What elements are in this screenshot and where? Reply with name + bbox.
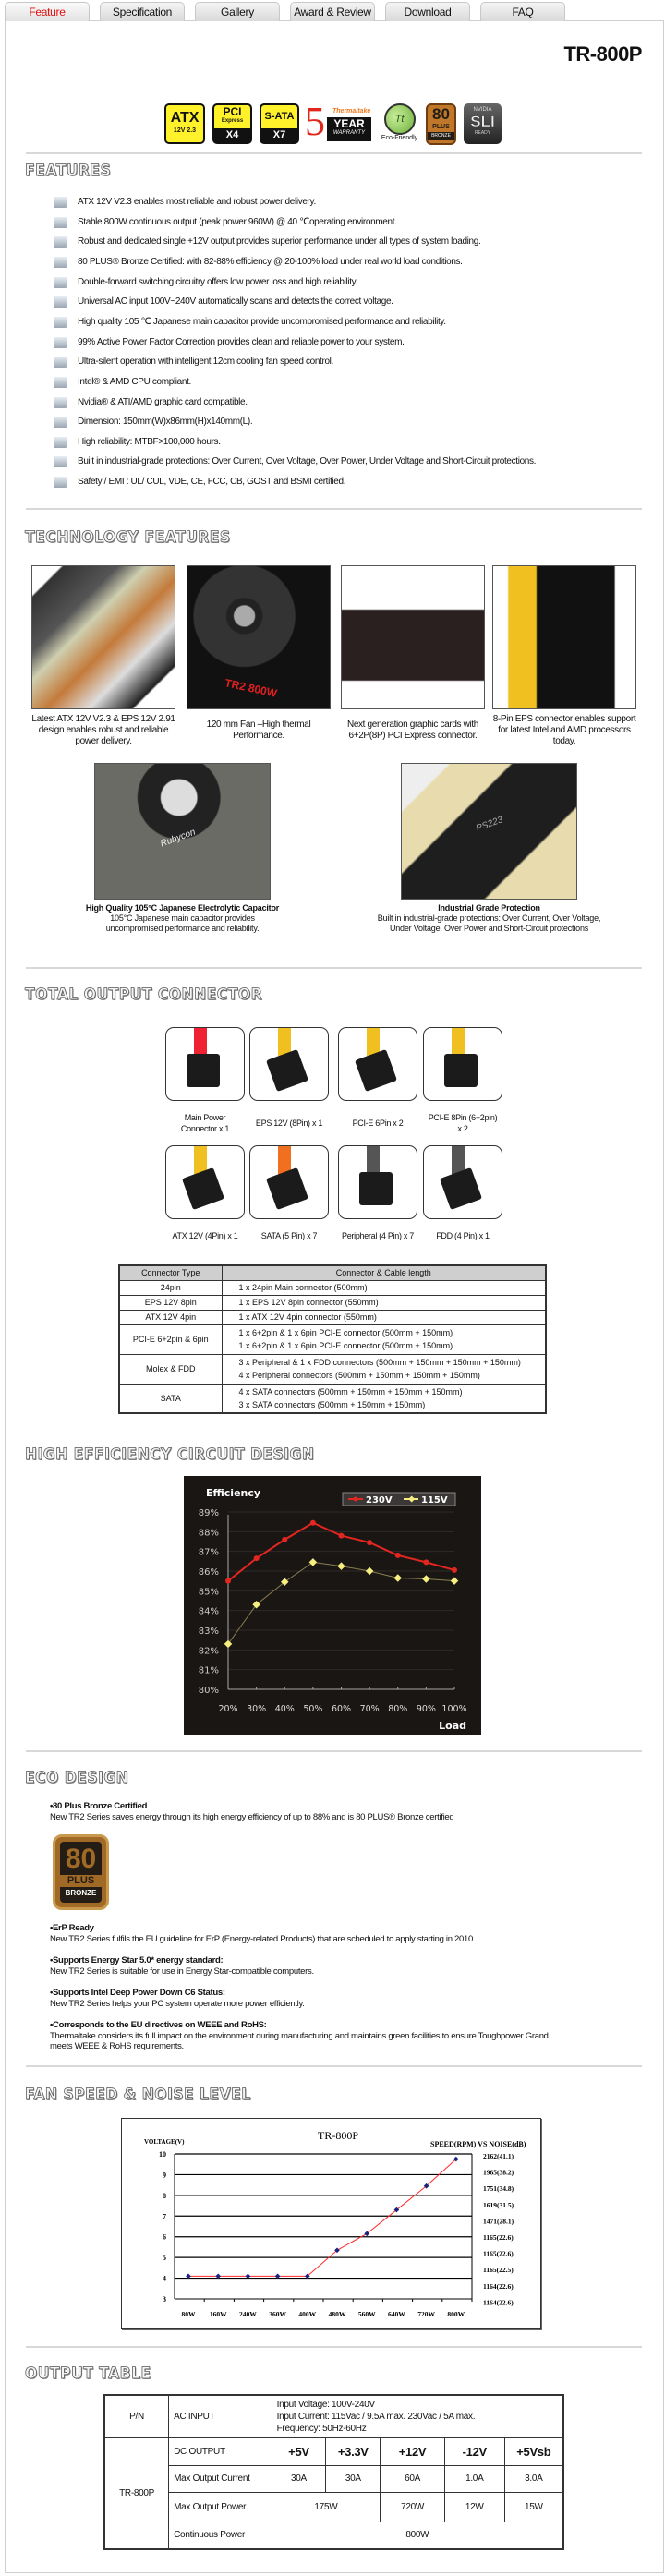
eco-friendly-badge bbox=[379, 103, 420, 146]
output-table-heading: OUTPUT TABLE bbox=[25, 2364, 151, 2383]
data-point-230V bbox=[367, 1540, 372, 1545]
atx-4pin-image bbox=[165, 1145, 245, 1219]
80plus-bronze-logo bbox=[53, 1834, 109, 1910]
warranty-brand: Thermaltake bbox=[332, 108, 371, 115]
y-tick-label: 5 bbox=[163, 2254, 166, 2263]
tab-feature[interactable]: Feature bbox=[5, 2, 90, 21]
tech-caption bbox=[487, 714, 642, 747]
connector-label bbox=[159, 1230, 251, 1241]
eco-item-title: •80 Plus Bronze Certified bbox=[50, 1801, 148, 1811]
caption-line: Performance. bbox=[233, 731, 284, 741]
y-tick-label: 88% bbox=[198, 1528, 219, 1539]
eps-connector-image bbox=[492, 565, 636, 709]
table-header-row bbox=[119, 1265, 546, 1280]
table-row bbox=[119, 1384, 546, 1413]
power-cell: 15W bbox=[504, 2492, 563, 2522]
right-tick-label: 1165(22.5) bbox=[483, 2266, 514, 2275]
x-tick-label: 640W bbox=[388, 2310, 405, 2318]
y-tick-label: 85% bbox=[198, 1587, 219, 1598]
pcie-8pin-image bbox=[423, 1027, 502, 1101]
current-cell: 30A bbox=[272, 2465, 326, 2492]
feature-text: Dimension: 150mm(W)x86mm(H)x140mm(L). bbox=[78, 417, 253, 428]
caption-line: power delivery. bbox=[75, 736, 132, 746]
feature-text: 80 PLUS® Bronze Certified: with 82-88% efficiency @ 20-100% load under real world load conditions. bbox=[78, 256, 463, 267]
eco-item-text: New TR2 Series fulfils the EU guideline for ErP (Energy-related Products) that are scheduled to apply starting in 2010. bbox=[50, 1933, 476, 1944]
rail-neg12v: -12V bbox=[444, 2437, 504, 2465]
y-tick-label: 9 bbox=[163, 2171, 166, 2180]
component-marking: Rubycon bbox=[159, 827, 198, 850]
eco-item bbox=[50, 1923, 623, 1944]
plug-shape bbox=[359, 1172, 393, 1205]
right-tick-label: 1165(22.6) bbox=[483, 2233, 514, 2242]
sata-badge-text: S-ATA bbox=[261, 105, 297, 128]
length-line: 4 x SATA connectors (500mm + 150mm + 150mm + 150mm) bbox=[238, 1386, 463, 1397]
caption-line: uncompromised performance and reliability. bbox=[105, 924, 260, 933]
atx-badge bbox=[164, 103, 205, 144]
pci-badge-count: X4 bbox=[225, 129, 239, 140]
bullet-icon bbox=[54, 217, 66, 228]
label-line: Connector x 1 bbox=[180, 1124, 230, 1133]
fdd-connector-image bbox=[423, 1145, 502, 1219]
bullet-icon bbox=[54, 477, 66, 488]
fan-speed-chart bbox=[121, 2118, 541, 2329]
bullet-icon bbox=[54, 437, 66, 448]
continuous-power-label: Continuous Power bbox=[169, 2522, 272, 2549]
x-tick-label: 90% bbox=[416, 1704, 436, 1714]
eco-item bbox=[50, 1801, 623, 1822]
y-tick-label: 84% bbox=[198, 1606, 219, 1617]
rail-5v: +5V bbox=[272, 2437, 326, 2465]
max-current-label: Max Output Current bbox=[169, 2465, 272, 2492]
ac-input-spec bbox=[272, 2395, 563, 2437]
data-point-230V bbox=[452, 1567, 457, 1573]
y-tick-label: 7 bbox=[163, 2212, 166, 2221]
feature-text: High reliability: MTBF>100,000 hours. bbox=[78, 436, 221, 447]
tab-award-review[interactable]: Award & Review bbox=[290, 2, 375, 21]
peripheral-connector-image bbox=[338, 1145, 417, 1219]
feature-text: Double-forward switching circuitry offers low power loss and high reliability. bbox=[78, 276, 358, 287]
eco-label: Eco-Friendly bbox=[381, 135, 418, 141]
feature-text: ATX 12V V2.3 enables most reliable and robust power delivery. bbox=[78, 197, 316, 207]
80plus-bronze-badge bbox=[426, 103, 456, 145]
eps-connector-image bbox=[249, 1027, 329, 1101]
bullet-icon bbox=[54, 317, 66, 328]
table-row bbox=[119, 1280, 546, 1295]
feature-text: Safety / EMI : UL/ CUL, VDE, CE, FCC, CB, GOST and BSMI certified. bbox=[78, 477, 346, 488]
x-tick-label: 80W bbox=[181, 2310, 196, 2318]
legend-label: 230V bbox=[366, 1495, 393, 1506]
sata-connector-image bbox=[249, 1145, 329, 1219]
feature-text: High quality 105 ℃ Japanese main capacitor provide uncompromised performance and reliability. bbox=[78, 316, 446, 327]
x-tick-label: 800W bbox=[447, 2310, 466, 2318]
x-tick-label: 30% bbox=[247, 1704, 267, 1714]
length-line: 1 x ATX 12V 4pin connector (550mm) bbox=[238, 1312, 377, 1322]
data-point-230V bbox=[254, 1555, 260, 1561]
bullet-icon bbox=[54, 277, 66, 288]
connector-type: EPS 12V 8pin bbox=[119, 1295, 222, 1310]
feature-text: Universal AC input 100V~240V automatically scans and detects the correct voltage. bbox=[78, 296, 393, 308]
divider bbox=[26, 2065, 642, 2067]
cable-length bbox=[222, 1310, 546, 1324]
y-tick-label: 4 bbox=[163, 2274, 166, 2283]
tech-caption bbox=[26, 714, 181, 747]
continuous-power-value: 800W bbox=[272, 2522, 563, 2549]
chart-title: Efficiency bbox=[206, 1487, 261, 1499]
connector-label bbox=[417, 1112, 509, 1134]
capacitor-image bbox=[94, 763, 271, 900]
efficiency-chart bbox=[184, 1476, 481, 1735]
x-tick-label: 80% bbox=[388, 1704, 408, 1714]
caption-line: 8-Pin EPS connector enables support bbox=[492, 714, 636, 724]
table-row bbox=[119, 1295, 546, 1310]
cable-length bbox=[222, 1384, 546, 1413]
pcie-6pin-image bbox=[338, 1027, 417, 1101]
bullet-icon bbox=[54, 236, 66, 248]
x-tick-label: 50% bbox=[303, 1704, 323, 1714]
feature-text: Robust and dedicated single +12V output provides superior performance under all types of system loading. bbox=[78, 236, 481, 248]
cable-length bbox=[222, 1354, 546, 1384]
rail-5vsb: +5Vsb bbox=[504, 2437, 563, 2465]
feature-text: Intel® & AMD CPU compliant. bbox=[78, 376, 191, 387]
warranty-sub: WARRANTY bbox=[332, 130, 366, 136]
y-tick-label: 10 bbox=[159, 2150, 166, 2159]
eco-item-title: •Corresponds to the EU directives on WEEE and RoHS: bbox=[50, 2020, 267, 2030]
page-title: TR-800P bbox=[563, 42, 642, 66]
power-cell: 720W bbox=[381, 2492, 445, 2522]
power-cell: 12W bbox=[444, 2492, 504, 2522]
warranty-badge bbox=[305, 99, 371, 144]
eco-item-title: •Supports Energy Star 5.0* energy standard: bbox=[50, 1955, 224, 1965]
y-tick-label: 87% bbox=[198, 1547, 219, 1558]
feature-text: Stable 800W continuous output (peak power 960W) @ 40 ℃operating environment. bbox=[78, 216, 397, 227]
y-tick-label: 6 bbox=[163, 2232, 166, 2242]
eco-item-text: meets WEEE & RoHS requirements. bbox=[50, 2041, 184, 2051]
component-marking: PS223 bbox=[475, 815, 505, 834]
fan-speed-heading: FAN SPEED & NOISE LEVEL bbox=[25, 2086, 251, 2104]
y-axis-title: VOLTAGE(V) bbox=[144, 2138, 185, 2146]
x-tick-label: 60% bbox=[331, 1704, 352, 1714]
feature-text: Nvidia® & ATI/AMD graphic card compatible. bbox=[78, 396, 248, 407]
y-tick-label: 82% bbox=[198, 1646, 219, 1657]
divider bbox=[26, 2346, 642, 2348]
pci-express-badge bbox=[212, 103, 252, 144]
right-tick-label: 2162(41.1) bbox=[483, 2152, 514, 2160]
cable-length bbox=[222, 1280, 546, 1295]
legend-label: 115V bbox=[421, 1495, 448, 1506]
dc-output-label: DC OUTPUT bbox=[169, 2437, 272, 2465]
sli-sub: READY bbox=[474, 130, 491, 136]
caption-line: today. bbox=[552, 736, 576, 746]
label-line: PCI-E 8Pin (6+2pin) bbox=[428, 1113, 498, 1122]
connector-label bbox=[332, 1118, 424, 1129]
y-tick-label: 89% bbox=[198, 1508, 219, 1518]
tab-download[interactable]: Download bbox=[385, 2, 470, 21]
caption-line: 6+2P(8P) PCI Express connector. bbox=[348, 731, 478, 741]
right-tick-label: 1751(34.8) bbox=[483, 2184, 514, 2194]
warranty-main: YEAR bbox=[333, 117, 365, 130]
psu-label: TR2 800W bbox=[224, 676, 279, 700]
logo-plus: PLUS bbox=[60, 1875, 102, 1887]
table-row bbox=[119, 1310, 546, 1324]
pcie-connector-image bbox=[341, 565, 485, 709]
eco-item-text: New TR2 Series is suitable for use in Energy Star-compatible computers. bbox=[50, 1965, 314, 1977]
data-point-230V bbox=[339, 1533, 345, 1539]
cable-length bbox=[222, 1295, 546, 1310]
label-line: x 2 bbox=[457, 1124, 468, 1133]
column-header: Connector & Cable length bbox=[222, 1265, 546, 1280]
caption-line: 105°C Japanese main capacitor provides bbox=[110, 913, 255, 923]
input-frequency: Frequency: 50Hz-60Hz bbox=[276, 2423, 367, 2434]
x-tick-label: 360W bbox=[269, 2310, 286, 2318]
x-tick-label: 480W bbox=[328, 2310, 346, 2318]
y-tick-label: 81% bbox=[198, 1665, 219, 1676]
caption-line: for latest Intel and AMD processors bbox=[498, 725, 631, 735]
label-line: EPS 12V (8Pin) x 1 bbox=[255, 1119, 323, 1128]
divider bbox=[26, 152, 642, 154]
y-tick-label: 8 bbox=[163, 2191, 166, 2200]
plug-shape bbox=[444, 1054, 478, 1087]
tab-gallery[interactable]: Gallery bbox=[195, 2, 280, 21]
right-tick-label: 1619(31.5) bbox=[483, 2200, 514, 2209]
data-point-230V bbox=[282, 1537, 287, 1542]
y-tick-label: 80% bbox=[198, 1686, 219, 1696]
length-line: 1 x 24pin Main connector (500mm) bbox=[238, 1283, 368, 1292]
sli-brand: NVIDIA bbox=[473, 107, 492, 113]
max-power-label: Max Output Power bbox=[169, 2492, 272, 2522]
eco-item bbox=[50, 2020, 623, 2052]
eco-item-title: •ErP Ready bbox=[50, 1923, 94, 1933]
connector-type: Molex & FDD bbox=[119, 1354, 222, 1384]
protection-ic-image bbox=[401, 763, 577, 900]
y-tick-label: 3 bbox=[163, 2295, 166, 2304]
plug-shape bbox=[266, 1049, 308, 1092]
data-point-230V bbox=[395, 1553, 401, 1558]
label-line: Main Power bbox=[184, 1113, 226, 1122]
connector-label bbox=[417, 1230, 509, 1241]
x-tick-label: 70% bbox=[359, 1704, 380, 1714]
bullet-icon bbox=[54, 357, 66, 368]
cable-length bbox=[222, 1324, 546, 1354]
sli-main: SLI bbox=[470, 113, 495, 130]
fan-image bbox=[187, 565, 331, 709]
x-axis-title: Load bbox=[439, 1720, 466, 1732]
tech-caption bbox=[39, 903, 326, 934]
connector-label bbox=[332, 1230, 424, 1241]
bullet-icon bbox=[54, 397, 66, 408]
technology-features-heading: TECHNOLOGY FEATURES bbox=[25, 528, 231, 547]
pci-badge-sub: Express bbox=[221, 118, 244, 124]
logo-num: 80 bbox=[65, 1844, 97, 1874]
current-cell: 30A bbox=[326, 2465, 381, 2492]
y-tick-label: 83% bbox=[198, 1627, 219, 1637]
sli-ready-badge bbox=[464, 103, 502, 144]
sata-badge-count: X7 bbox=[272, 129, 286, 140]
connector-label bbox=[243, 1118, 335, 1129]
bullet-icon bbox=[54, 337, 66, 348]
bullet-icon bbox=[54, 257, 66, 268]
label-line: PCI-E 6Pin x 2 bbox=[352, 1119, 404, 1128]
plug-shape bbox=[355, 1049, 397, 1092]
right-tick-label: 1165(22.6) bbox=[483, 2249, 514, 2258]
tech-caption bbox=[335, 720, 490, 742]
efficiency-heading: HIGH EFFICIENCY CIRCUIT DESIGN bbox=[25, 1445, 315, 1464]
ac-input-label: AC INPUT bbox=[169, 2395, 272, 2437]
chart-title: TR-800P bbox=[317, 2129, 359, 2142]
x-tick-label: 40% bbox=[274, 1704, 295, 1714]
eco-apple-icon: Tt bbox=[384, 103, 416, 135]
plug-shape bbox=[187, 1054, 220, 1087]
input-voltage: Input Voltage: 100V-240V bbox=[276, 2399, 375, 2410]
table-row bbox=[119, 1354, 546, 1384]
feature-text: Ultra-silent operation with intelligent 12cm cooling fan speed control. bbox=[78, 357, 333, 368]
tech-caption bbox=[181, 720, 336, 742]
eco-design-heading: ECO DESIGN bbox=[25, 1769, 129, 1787]
eco-item bbox=[50, 1955, 623, 1977]
caption-line: Under Voltage, Over Power and Short-Circuit protections bbox=[389, 924, 589, 933]
x-tick-label: 400W bbox=[298, 2310, 317, 2318]
x-tick-label: 720W bbox=[417, 2310, 435, 2318]
rail-3v3: +3.3V bbox=[326, 2437, 381, 2465]
atx-badge-text: ATX bbox=[170, 110, 200, 126]
current-cell: 3.0A bbox=[504, 2465, 563, 2492]
plug-shape bbox=[182, 1167, 224, 1210]
eco-item-text: New TR2 Series helps your PC system operate more power efficiently. bbox=[50, 1998, 305, 2009]
80plus-tier: BRONZE bbox=[428, 132, 454, 140]
tech-caption bbox=[345, 903, 633, 934]
length-line: 1 x 6+2pin & 1 x 6pin PCI-E connector (500mm + 150mm) bbox=[238, 1341, 453, 1350]
psu-internals-image bbox=[31, 565, 175, 709]
current-cell: 60A bbox=[381, 2465, 445, 2492]
caption-title: High Quality 105°C Japanese Electrolytic Capacitor bbox=[85, 903, 280, 913]
label-line: ATX 12V (4Pin) x 1 bbox=[172, 1231, 238, 1240]
current-cell: 1.0A bbox=[444, 2465, 504, 2492]
connector-type: SATA bbox=[119, 1384, 222, 1413]
caption-line: Built in industrial-grade protections: Over Current, Over Voltage, bbox=[377, 913, 601, 923]
model-cell: TR-800P bbox=[104, 2437, 169, 2549]
bullet-icon bbox=[54, 296, 66, 308]
caption-line: design enables robust and reliable bbox=[38, 725, 169, 735]
bullet-icon bbox=[54, 417, 66, 428]
tab-faq[interactable]: FAQ bbox=[480, 2, 565, 21]
feature-text: Built in industrial-grade protections: Over Current, Over Voltage, Over Power, Under Voltage and Short-Circuit protections. bbox=[78, 456, 537, 467]
data-point-230V bbox=[310, 1520, 316, 1526]
rail-12v: +12V bbox=[381, 2437, 445, 2465]
data-point-230V bbox=[225, 1578, 231, 1584]
logo-tier: BRONZE bbox=[65, 1889, 97, 1897]
pci-badge-text: PCI bbox=[223, 105, 242, 118]
x-tick-label: 100% bbox=[441, 1704, 467, 1714]
x-tick-label: 560W bbox=[357, 2310, 376, 2318]
eco-item bbox=[50, 1988, 623, 2009]
bullet-icon bbox=[54, 377, 66, 388]
divider bbox=[26, 967, 642, 969]
label-line: SATA (5 Pin) x 7 bbox=[260, 1231, 318, 1240]
plug-shape bbox=[266, 1167, 308, 1210]
connector-type: ATX 12V 4pin bbox=[119, 1310, 222, 1324]
main-power-connector-image bbox=[165, 1027, 245, 1101]
80plus-num: 80 bbox=[432, 105, 450, 123]
chart-background bbox=[122, 2119, 541, 2329]
caption-title: Industrial Grade Protection bbox=[438, 903, 540, 913]
caption-line: 120 mm Fan –High thermal bbox=[206, 720, 311, 730]
caption-line: Next generation graphic cards with bbox=[346, 720, 479, 730]
sata-badge bbox=[260, 103, 299, 144]
eco-item-text: Thermaltake considers its full impact on the environment during manufacturing and maintains green facilities to ensure Toughpower Grand bbox=[50, 2030, 549, 2041]
caption-line: Latest ATX 12V V2.3 & EPS 12V 2.91 bbox=[31, 714, 175, 724]
connector-label bbox=[159, 1112, 251, 1134]
label-line: FDD (4 Pin) x 1 bbox=[436, 1231, 490, 1240]
x-tick-label: 240W bbox=[239, 2310, 257, 2318]
atx-badge-sub: 12V 2.3 bbox=[173, 127, 197, 134]
plug-shape bbox=[440, 1167, 482, 1210]
total-output-connector-heading: TOTAL OUTPUT CONNECTOR bbox=[25, 986, 263, 1004]
column-header: Connector Type bbox=[119, 1265, 222, 1280]
pn-label: P/N bbox=[104, 2395, 169, 2437]
feature-text: 99% Active Power Factor Correction provides clean and reliable power to your system. bbox=[78, 336, 405, 347]
input-current: Input Current: 115Vac / 9.5A max. 230Vac / 5A max. bbox=[276, 2411, 476, 2422]
connector-cable-table bbox=[118, 1264, 547, 1414]
connector-type: 24pin bbox=[119, 1280, 222, 1295]
right-tick-label: 1471(28.1) bbox=[483, 2217, 514, 2226]
label-line: Peripheral (4 Pin) x 7 bbox=[342, 1231, 414, 1240]
length-line: 3 x SATA connectors (500mm + 150mm + 150mm) bbox=[238, 1399, 426, 1409]
x-tick-label: 20% bbox=[218, 1704, 238, 1714]
power-cell: 175W bbox=[272, 2492, 381, 2522]
right-tick-label: 1965(38.2) bbox=[483, 2168, 514, 2177]
legend-marker bbox=[354, 1497, 358, 1502]
bullet-icon bbox=[54, 456, 66, 467]
warranty-years: 5 bbox=[305, 99, 325, 144]
eco-item-title: •Supports Intel Deep Power Down C6 Status: bbox=[50, 1988, 225, 1998]
bullet-icon bbox=[54, 197, 66, 208]
length-line: 1 x 6+2pin & 1 x 6pin PCI-E connector (500mm + 150mm) bbox=[238, 1328, 453, 1337]
divider bbox=[26, 508, 642, 510]
y-tick-label: 86% bbox=[198, 1567, 219, 1578]
right-tick-label: 1164(22.6) bbox=[483, 2281, 514, 2291]
connector-label bbox=[243, 1230, 335, 1241]
connector-type: PCI-E 6+2pin & 6pin bbox=[119, 1324, 222, 1354]
length-line: 3 x Peripheral & 1 x FDD connectors (500mm + 150mm + 150mm + 150mm) bbox=[238, 1358, 521, 1367]
features-heading: FEATURES bbox=[25, 162, 112, 180]
tab-specification[interactable]: Specification bbox=[100, 2, 185, 21]
right-tick-label: 1164(22.6) bbox=[483, 2298, 514, 2307]
data-point-230V bbox=[423, 1559, 429, 1565]
length-line: 4 x Peripheral connectors (500mm + 150mm + 150mm + 150mm) bbox=[238, 1371, 480, 1380]
eco-item-text: New TR2 Series saves energy through its high energy efficiency of up to 88% and is 80 PLUS® Bronze certified bbox=[50, 1811, 454, 1822]
divider bbox=[26, 1750, 642, 1752]
right-axis-title: SPEED(RPM) VS NOISE(dB) bbox=[430, 2140, 526, 2148]
x-tick-label: 160W bbox=[209, 2310, 227, 2318]
table-row bbox=[119, 1324, 546, 1354]
length-line: 1 x EPS 12V 8pin connector (550mm) bbox=[238, 1298, 379, 1307]
80plus-plus: PLUS bbox=[432, 124, 450, 130]
output-table bbox=[103, 2394, 564, 2550]
